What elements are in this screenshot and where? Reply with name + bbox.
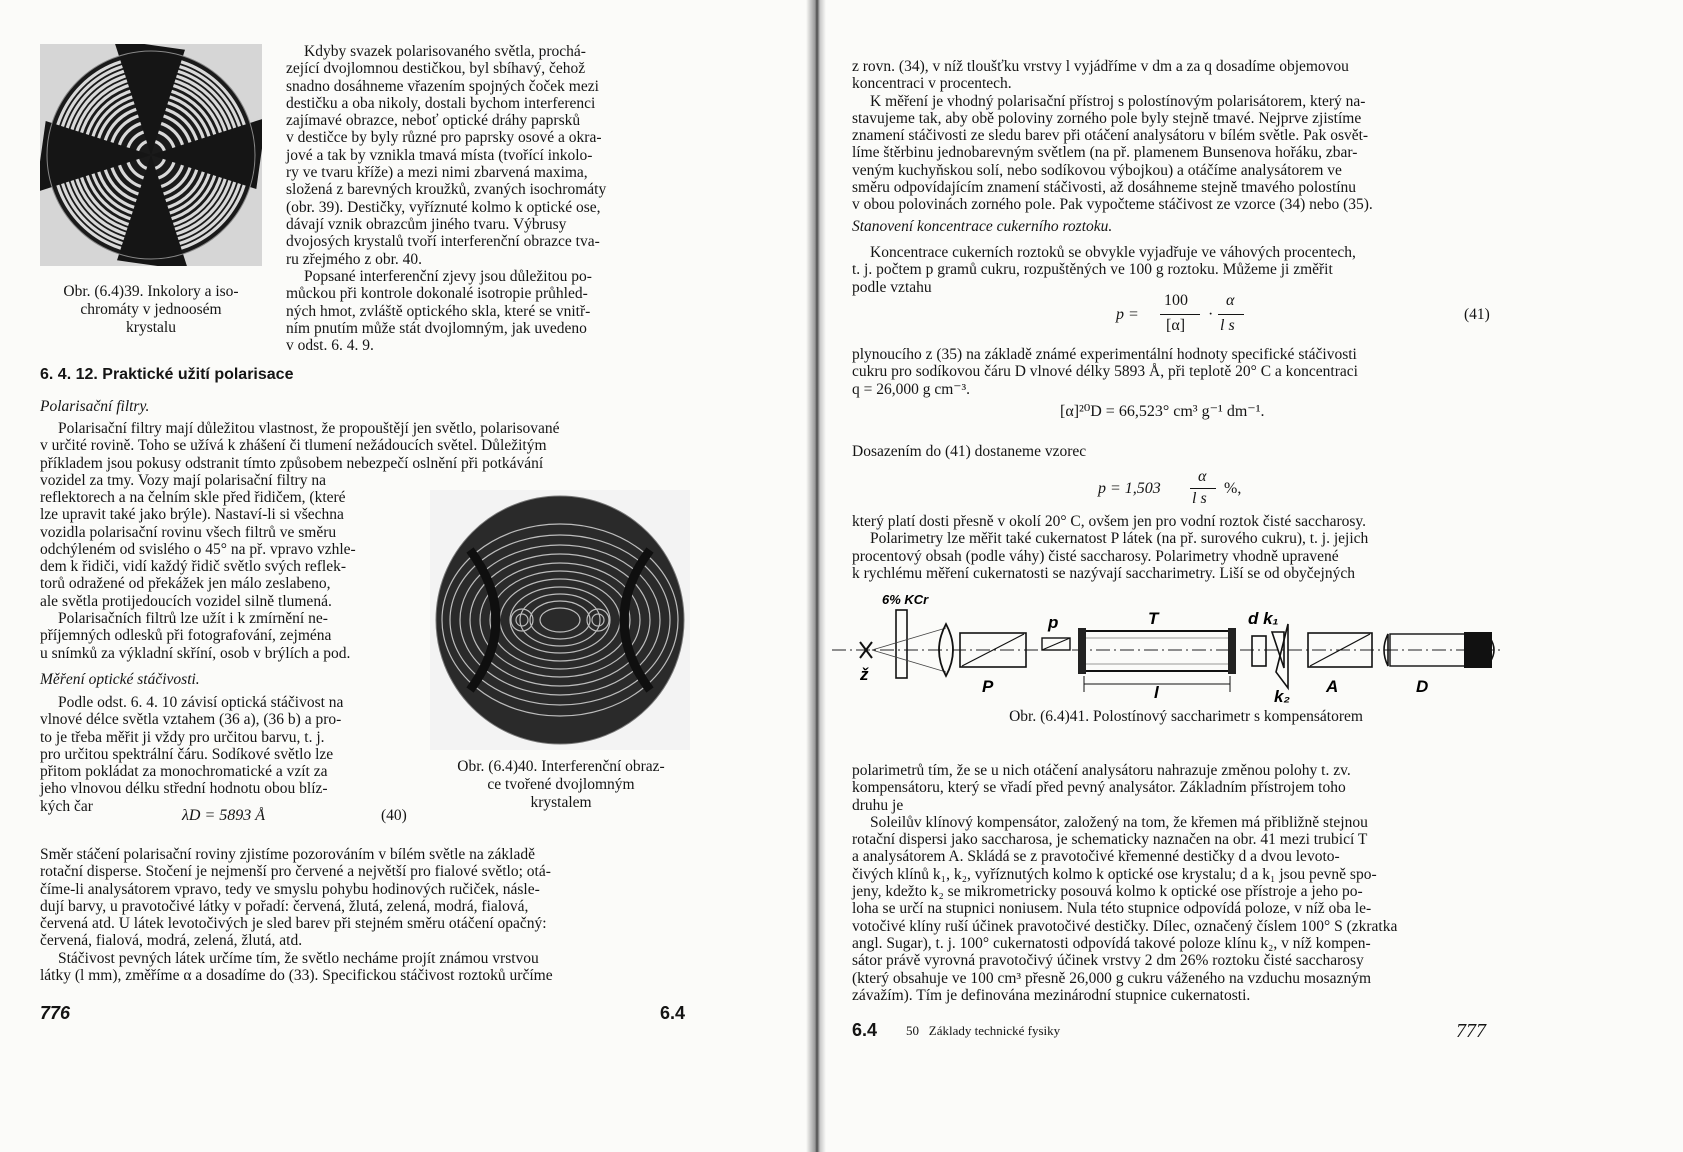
text-line: jeho vlnovou délku střední hodnotu obou blíz- <box>40 780 328 798</box>
text-line: Dosazením do (41) dostaneme vzorec <box>852 443 1087 460</box>
label-kcr-filter: 6% KCr <box>882 592 929 607</box>
equation-sugar-percent <box>1098 468 1278 512</box>
paragraph-saccharimeters <box>852 513 1500 582</box>
eq-p-numerator: α <box>1198 468 1207 485</box>
text-line: ry ve tvaru kříže) a mezi nimi zbarvená maxima, <box>286 164 588 182</box>
text-line: Směr stáčení polarisační roviny zjistíme pozorováním v bílém světle na základě <box>40 846 535 863</box>
label-plate-dk1: d k₁ <box>1248 609 1279 628</box>
paragraph-polarimeter <box>852 58 1500 214</box>
eq41-dot: · <box>1208 306 1214 323</box>
text-line: Koncentrace cukerních roztoků se obvykle vyjadřuje ve váhových procentech, <box>870 244 1356 261</box>
paragraph-sugar-concentration <box>852 244 1500 296</box>
text-line: dvojosých krystalů tvoří interferenční obrazce tva- <box>286 233 600 251</box>
page-number-right: 777 <box>1456 1020 1486 1042</box>
text-line: můckou při kontrole dokonalé isotropie průhled- <box>286 285 588 303</box>
text-line: zajímavé obrazce, neboť optické dráhy paprsků <box>286 112 581 130</box>
text-line: kompensátoru, který se vřadí před pevný analysátor. Základním přístrojem toho <box>852 779 1346 797</box>
text-line: z rovn. (34), v níž tloušťku vrstvy l vyjádříme v dm a za q dosadíme objemovou <box>852 58 1349 75</box>
label-polarizer-P: P <box>982 677 994 696</box>
label-tube-T: T <box>1148 609 1159 628</box>
left-page <box>0 0 816 1152</box>
text-line: znamení stáčivosti ze sledu barev při otáčení analysátoru v bílém světle. Pak osvět- <box>852 127 1369 145</box>
text-line: červená, fialová, modrá, zelená, žlutá, atd. <box>40 932 303 950</box>
label-halfshade-p: p <box>1048 613 1059 632</box>
text-line: cukru pro sodíkovou čáru D vlnové délky 5893 Å, při teplotě 20° C a koncentraci <box>852 363 1358 381</box>
equation-40-number: (40) <box>381 807 407 824</box>
equation-specific-rotation: [α]²⁰D = 66,523° cm³ g⁻¹ dm⁻¹. <box>1060 403 1265 420</box>
eq41-fraction-bar-2 <box>1218 314 1244 315</box>
text-line: dávají vznik obrazcům jiného tvaru. Výbrusy <box>286 215 567 233</box>
figure-39-image <box>40 44 262 266</box>
label-length-l: l <box>1154 683 1159 702</box>
text-line: jové a tak by vznikla tmavá místa (tvořící inkolo- <box>286 146 593 164</box>
text-line: v určité rovině. Toho se užívá k zhášení či tlumení nežádoucích světel. Důležitým <box>40 437 547 455</box>
paragraph-rotation-direction <box>40 846 690 984</box>
label-analyzer-A: A <box>1326 677 1339 696</box>
caption-line: krystalem <box>530 794 592 811</box>
text-line: koncentraci v procentech. <box>852 75 1012 93</box>
text-line: podle vztahu <box>852 278 932 296</box>
text-line: t. j. počtem p gramů cukru, rozpuštěných ve 100 g roztoku. Můžeme ji změřit <box>852 261 1333 279</box>
text-line: druhu je <box>852 796 904 814</box>
text-line: vozidla polarisační rovinu všech filtrů ve směru <box>40 523 337 541</box>
eq41-lhs: p = <box>1116 306 1139 323</box>
text-line: který platí dosti přesně v okolí 20° C, ovšem jen pro vodní roztok čisté saccharosy. <box>852 513 1367 530</box>
text-line: snadno dosáhneme vřazením spojných čoček mezi <box>286 77 599 95</box>
caption-line: Obr. (6.4)40. Interferenční obraz- <box>457 758 665 775</box>
caption-line: ce tvořené dvojlomným <box>487 776 635 793</box>
text-line: zející dvojlomnou destičkou, byl sbíhavý, čehož <box>286 60 586 78</box>
eq-p-fraction-bar <box>1190 488 1216 489</box>
text-line: Polarisačních filtrů lze užít i k zmírnění ne- <box>58 610 328 628</box>
figure-40-image <box>430 490 690 750</box>
subheading-filters: Polarisační filtry. <box>40 398 150 415</box>
text-line: u snímků za výkladní skříní, osob v brýlích a pod. <box>40 644 351 662</box>
section-marker-right: 6.4 <box>852 1020 878 1040</box>
text-line: procentový obsah (podle váhy) čisté saccharosy. Polarimetry vhodně upravené <box>852 547 1339 565</box>
text-line: K měření je vhodný polarisační přístroj s polostínovým polarisátorem, který na- <box>870 92 1366 110</box>
right-page <box>816 0 1683 1152</box>
subheading-sugar-concentration: Stanovení koncentrace cukerního roztoku. <box>852 218 1113 235</box>
text-line: votočivé klíny ruší účinek pravotočivé destičky. Dílec, označený číslem 100° S (zkratka <box>852 917 1398 935</box>
text-line: Stáčivost pevných látek určíme tím, že světlo necháme projít známou vrstvou <box>58 949 539 967</box>
text-line: ale světla protijedoucích vozidel silně tlumená. <box>40 592 332 610</box>
subheading-rotation: Měření optické stáčivosti. <box>40 671 200 688</box>
paragraph-interference-control <box>286 268 686 354</box>
text-line: čivých klínů k₁, k₂, vyříznutých kolmo k optické ose krystalu; d a k₁ jsou pevně spo- <box>852 865 1377 883</box>
eq-p-lhs: p = 1,503 <box>1098 480 1161 497</box>
caption-line: Obr. (6.4)39. Inkolory a iso- <box>63 283 239 300</box>
section-marker-left: 6.4 <box>660 1003 686 1023</box>
section-heading: 6. 4. 12. Praktické užití polarisace <box>40 366 294 383</box>
paragraph-filters-cars <box>40 489 415 662</box>
text-line: v obou polovinách zorného pole. Pak vypočteme stáčivost ze vzorce (34) nebo (35). <box>852 196 1373 214</box>
eq41-numerator-1: 100 <box>1164 292 1188 309</box>
equation-41 <box>1116 292 1316 342</box>
text-line: plynoucího z (35) na základě známé experimentální hodnoty specifické stáčivosti <box>852 346 1357 363</box>
eq-p-denominator: l s <box>1192 490 1207 507</box>
text-line: červená atd. U látek levotočivých je sled barev při stejném směru otáčení opačný: <box>40 915 547 933</box>
isochromates-pattern <box>40 44 262 266</box>
text-line: látky (l mm), změříme α a dosadíme do (33). Specifickou stáčivost roztoků určíme <box>40 967 553 985</box>
caption-line: krystalu <box>126 319 176 336</box>
text-line: směru odpovídajícím znamení stáčivosti, až dosáhneme stejně tmavého polostínu <box>852 179 1357 197</box>
text-line: rotační dispersi jako saccharosa, je schematicky naznačen na obr. 41 mezi trubicí T <box>852 831 1368 849</box>
paragraph-substitution <box>852 443 1500 460</box>
text-line: Polarimetry lze měřit také cukernatost P látek (na př. surového cukru), t. j. jejich <box>870 530 1369 548</box>
text-line: ných hmot, zvláště optického skla, které se vnitř- <box>286 302 591 320</box>
text-line: Soleilův klínový kompensátor, založený na tom, že křemen má přibližně stejnou <box>870 813 1368 831</box>
text-line: složená z barevných kroužků, zvaných isochromáty <box>286 181 607 199</box>
text-line: Popsané interferenční zjevy jsou důležitou po- <box>304 268 592 285</box>
equation-41-number: (41) <box>1464 306 1490 323</box>
eq41-denominator-2: l s <box>1220 317 1235 334</box>
text-line: q = 26,000 g cm⁻³. <box>852 380 971 398</box>
eq-p-unit: %, <box>1224 480 1242 497</box>
eq41-fraction-bar-1 <box>1160 314 1200 315</box>
text-line: přitom pokládat za monochromatické a vzít za <box>40 763 328 781</box>
text-line: reflektorech a na čelním skle před řidičem, (které <box>40 489 346 506</box>
text-line: líme štěrbinu jednobarevným světlem (na př. plamenem Bunsenova hořáku, zbar- <box>852 144 1358 162</box>
text-line: loha se určí na stupnici noniusem. Nula této stupnice odpovídá poloze, v níž oba le- <box>852 900 1372 918</box>
text-line: destičku a oba nikoly, dostali bychom interferenci <box>286 94 596 112</box>
paragraph-specific-rotation <box>852 346 1500 398</box>
text-line: jeny, kdežto k₂ se mikrometricky posouvá kolmo k optické ose přístroje a jeho po- <box>852 883 1363 901</box>
text-line: to je třeba měřit ji vždy pro určitou barvu, t. j. <box>40 728 325 746</box>
figure-41-diagram <box>826 588 1506 706</box>
text-line: k rychlému měření cukernatosti se nazývají saccharimetry. Liší se od obyčejných <box>852 564 1355 582</box>
label-source-z: ž <box>860 665 869 684</box>
equation-40: λD = 5893 Å <box>182 807 266 824</box>
text-line: Kdyby svazek polarisovaného světla, prochá- <box>304 43 586 60</box>
text-line: Polarisační filtry mají důležitou vlastnost, že propouštějí jen světlo, polarisované <box>58 420 560 437</box>
text-line: Podle odst. 6. 4. 10 závisí optická stáčivost na <box>58 694 344 711</box>
text-line: a analysátorem A. Skládá se z pravotočivé křemenné destičky d a dvou levoto- <box>852 848 1340 866</box>
text-line: odchýleném od svislého o 45° na př. vpravo vzhle- <box>40 540 356 558</box>
text-line: ru zřejmého z obr. 40. <box>286 250 423 268</box>
label-telescope-D: D <box>1416 677 1429 696</box>
text-line: kých čar <box>40 797 93 815</box>
text-line: polarimetrů tím, že se u nich otáčení analysátoru nahrazuje změnou polohy t. zv. <box>852 762 1351 779</box>
figure-39-caption <box>36 283 266 337</box>
text-line: závažím). Tím je definována mezinárodní stupnice cukernatosti. <box>852 986 1251 1004</box>
text-line: stavujeme tak, aby obě poloviny zorného pole byly stejně tmavé. Nejprve zjistíme <box>852 109 1362 127</box>
text-line: v destičce by byly různé pro paprsky osové a okra- <box>286 129 602 147</box>
saccharimeter-schematic <box>826 588 1506 706</box>
text-line: příjemných odlesků při fotografování, zejména <box>40 627 332 645</box>
text-line: pro určitou spektrální čáru. Sodíkové světlo lze <box>40 745 334 763</box>
text-line: sátor právě vyrovná pravotočivý účinek vrstvy 2 dm 26% roztoku čisté saccharosy <box>852 952 1364 970</box>
text-line: veným kuchyňskou solí, nebo sodíkovou výbojkou) a otáčíme analysátorem ve <box>852 161 1342 179</box>
text-line: torů odražené od překážek jen málo zeslabeno, <box>40 575 331 593</box>
figure-40-caption <box>430 758 692 812</box>
text-line: rotační disperse. Stočení je nejmenší pro červené a největší pro fialové světlo; otá- <box>40 863 551 881</box>
paragraph-filters-intro <box>40 420 690 489</box>
text-line: (obr. 39). Destičky, vyříznuté kolmo k optické ose, <box>286 198 601 216</box>
page-number-left: 776 <box>40 1003 71 1023</box>
text-line: ním pnutím může stát dvojlomným, jak uvedeno <box>286 319 587 337</box>
text-line: číme-li analysátorem vpravo, tedy ve smyslu pohybu hodinových ručiček, násle- <box>40 880 540 898</box>
text-line: v odst. 6. 4. 9. <box>286 337 374 355</box>
text-line: vozidel za tmy. Vozy mají polarisační filtry na <box>40 471 326 489</box>
caption-line: chromáty v jednoosém <box>80 301 222 318</box>
text-line: lze upravit také jako brýle). Nastaví-li si všechna <box>40 506 344 524</box>
figure-41-caption: Obr. (6.4)41. Polostínový saccharimetr s kompensátorem <box>1009 708 1363 725</box>
paragraph-compensator <box>852 762 1500 1004</box>
text-line: příkladem jsou pokusy odstranit tímto způsobem nebezpečí oslnění při potkávání <box>40 454 544 472</box>
signature-line: 50 Základy technické fysiky <box>906 1023 1061 1038</box>
paragraph-rotation <box>40 694 415 815</box>
eq41-denominator-1: [α] <box>1166 317 1186 334</box>
text-line: (který obsahuje ve 100 cm³ přesně 26,000 g cukru váženého na vzduchu mosazným <box>852 969 1372 987</box>
paragraph-convergent-light <box>286 43 686 268</box>
eq41-numerator-2: α <box>1226 292 1235 309</box>
text-line: dem k řidiči, vidí každý řidič světlo svých reflek- <box>40 558 347 576</box>
text-line: angl. Sugar), t. j. 100° cukernatosti odpovídá takové poloze klínu k₂, v níž kompen- <box>852 934 1371 952</box>
label-wedge-k2: k₂ <box>1274 687 1290 706</box>
text-line: vlnové délce světla vztahem (36 a), (36 b) a pro- <box>40 711 342 729</box>
biaxial-interference-pattern <box>430 490 690 750</box>
text-line: dují barvy, u pravotočivé látky v pořadí: červená, žlutá, zelená, modrá, fialová, <box>40 897 529 915</box>
